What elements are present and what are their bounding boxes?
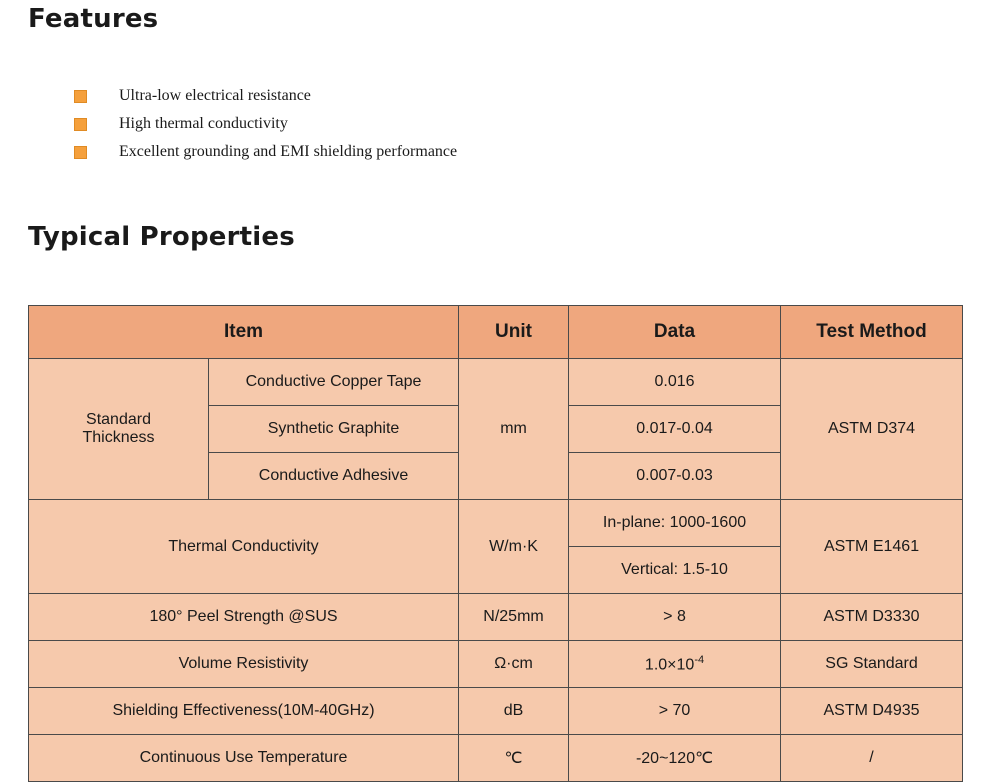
table-row	[29, 594, 963, 641]
unit-peel-strength: N/25mm	[459, 594, 569, 641]
table-row	[29, 359, 963, 406]
method-shielding-effectiveness: ASTM D4935	[781, 688, 963, 735]
data-volume-resistivity	[569, 641, 781, 688]
typical-properties-heading: Typical Properties	[28, 222, 295, 252]
list-item	[74, 138, 457, 166]
row-label-line2: Thickness	[82, 429, 155, 446]
unit-thickness: mm	[459, 359, 569, 500]
sub-label-conductive-copper-tape: Conductive Copper Tape	[209, 359, 459, 406]
data-shielding-effectiveness: > 70	[569, 688, 781, 735]
unit-shielding-effectiveness: dB	[459, 688, 569, 735]
unit-continuous-use-temperature: ℃	[459, 735, 569, 782]
row-label-volume-resistivity: Volume Resistivity	[29, 641, 459, 688]
resistivity-base: 1.0×10	[644, 656, 695, 674]
row-label-peel-strength: 180° Peel Strength @SUS	[29, 594, 459, 641]
method-continuous-use-temperature: /	[781, 735, 963, 782]
square-bullet-icon	[74, 90, 87, 103]
data-thermal-vertical: Vertical: 1.5-10	[569, 547, 781, 594]
data-thickness-adhesive: 0.007-0.03	[569, 453, 781, 500]
row-label-continuous-use-temperature: Continuous Use Temperature	[29, 735, 459, 782]
column-header-item: Item	[29, 306, 459, 359]
sub-label-synthetic-graphite: Synthetic Graphite	[209, 406, 459, 453]
feature-label: Excellent grounding and EMI shielding performance	[119, 143, 458, 160]
method-volume-resistivity: SG Standard	[781, 641, 963, 688]
row-label-standard-thickness	[29, 359, 209, 500]
table-row	[29, 688, 963, 735]
square-bullet-icon	[74, 146, 87, 159]
features-list	[74, 82, 457, 166]
row-label-shielding-effectiveness: Shielding Effectiveness(10M-40GHz)	[29, 688, 459, 735]
method-peel-strength: ASTM D3330	[781, 594, 963, 641]
column-header-test-method: Test Method	[781, 306, 963, 359]
method-thickness: ASTM D374	[781, 359, 963, 500]
list-item	[74, 82, 457, 110]
data-peel-strength: > 8	[569, 594, 781, 641]
method-thermal-conductivity: ASTM E1461	[781, 500, 963, 594]
unit-thermal-conductivity: W/m·K	[459, 500, 569, 594]
data-thickness-copper-tape: 0.016	[569, 359, 781, 406]
row-label-thermal-conductivity: Thermal Conductivity	[29, 500, 459, 594]
sub-label-conductive-adhesive: Conductive Adhesive	[209, 453, 459, 500]
resistivity-exponent: -4	[694, 653, 705, 666]
features-heading: Features	[28, 4, 159, 34]
typical-properties-table	[28, 305, 963, 782]
data-continuous-use-temperature: -20~120℃	[569, 735, 781, 782]
table-row	[29, 641, 963, 688]
column-header-unit: Unit	[459, 306, 569, 359]
feature-label: Ultra-low electrical resistance	[119, 87, 311, 104]
square-bullet-icon	[74, 118, 87, 131]
feature-label: High thermal conductivity	[119, 115, 288, 132]
data-thickness-graphite: 0.017-0.04	[569, 406, 781, 453]
column-header-data: Data	[569, 306, 781, 359]
table-header-row	[29, 306, 963, 359]
list-item	[74, 110, 457, 138]
table-row	[29, 735, 963, 782]
unit-volume-resistivity: Ω·cm	[459, 641, 569, 688]
table-row	[29, 500, 963, 547]
data-thermal-in-plane: In-plane: 1000-1600	[569, 500, 781, 547]
row-label-line1: Standard	[86, 411, 151, 428]
properties-table-container	[28, 305, 962, 782]
